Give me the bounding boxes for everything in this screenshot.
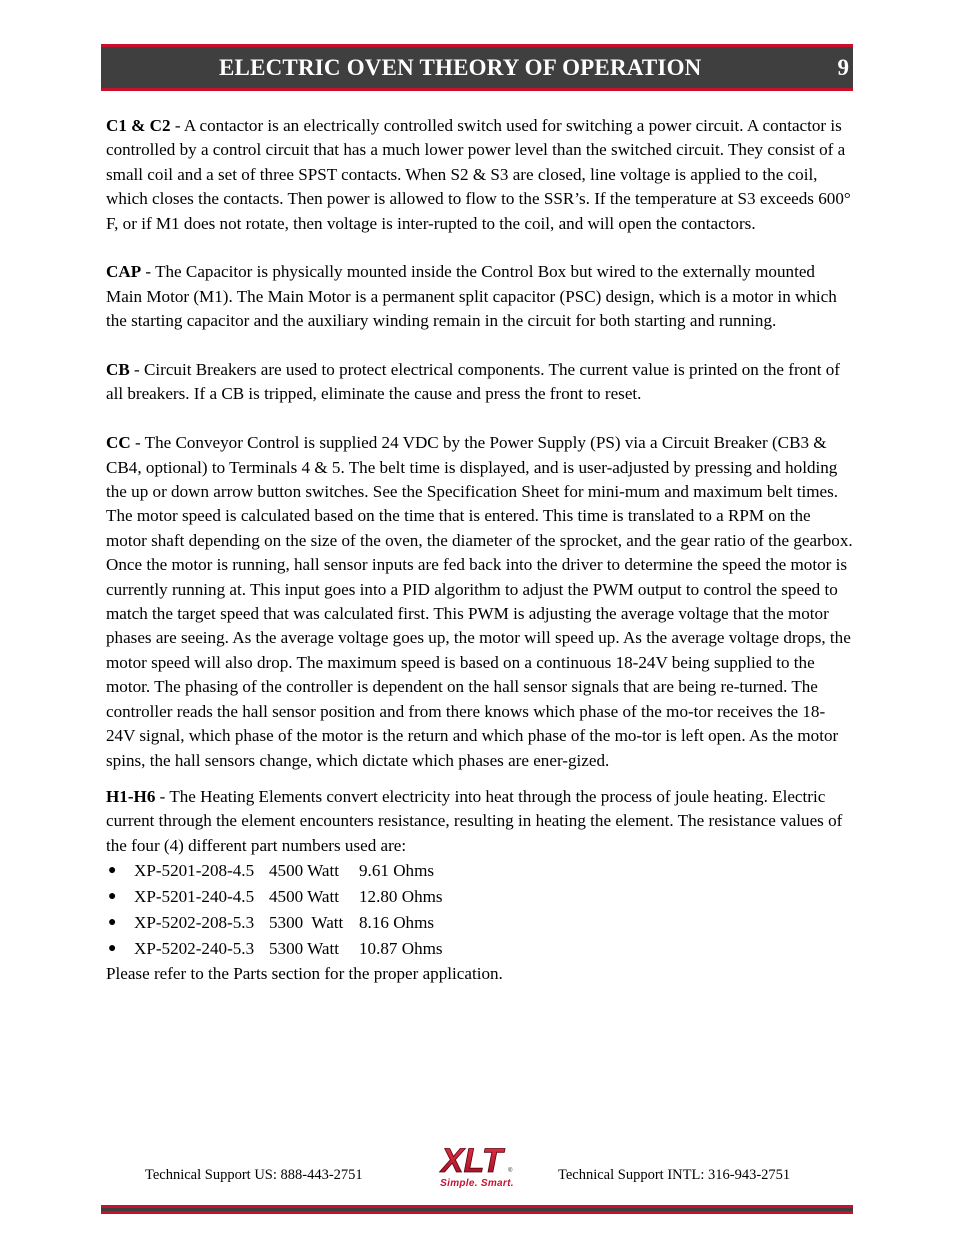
part-number: XP-5202-208-5.3	[134, 913, 255, 933]
resistance: 9.61 Ohms	[359, 861, 435, 881]
header-bar	[101, 44, 853, 91]
list-item	[106, 936, 854, 962]
wattage: 5300 Watt	[269, 939, 340, 959]
term-c1c2: C1 & C2	[106, 116, 171, 135]
term-cb: CB	[106, 360, 130, 380]
paragraph-cap	[106, 260, 854, 333]
support-intl: Technical Support INTL: 316-943-2751	[558, 1167, 791, 1183]
text-cc: - The Conveyor Control is supplied 24 VDC by the Power Supply (PS) via a Circuit Breaker (CB3 & CB4, optional) to Terminals 4 & 5. The belt time is displayed, and is user-adjusted by pressing and holding the up or down arrow button switches. See the Specification Sheet for mini-mum and maximum belt times. The motor speed is calculated based on the time that is entered. This time is translated to a RPM on the motor shaft depending on the size of the oven, the diameter of the sprocket, and the gear ratio of the gearbox. Once the motor is running, hall sensor inputs are fed back into the driver to determine the speed the motor is currently running at. This input goes into a PID algorithm to adjust the PWM output to control the speed to match the target speed that was calculated first. This PWM is adjusting the average voltage that the motor phases are seeing. As the average voltage goes up, the motor will speed up. As the average voltage drops, the motor speed will also drop. The maximum speed is based on a continuous 18-24V being supplied to the motor. The phasing of the controller is dependent on the hall sensor signals that are being re-turned. The controller reads the hall sensor position and from there knows which phase of the mo-tor receives the 18-24V signal, which phase of the motor is the return and which phase of the mo-tor is left open. As the motor spins, the hall sensors change, which dictate which phases are ener-gized.	[106, 433, 853, 770]
part-number: XP-5201-208-4.5	[134, 861, 255, 881]
closing-note: Please refer to the Parts section for the proper application.	[106, 964, 503, 984]
resistance: 8.16 Ohms	[359, 913, 435, 933]
bullet-icon: ●	[108, 941, 117, 957]
xlt-logo	[427, 1142, 527, 1192]
xlt-logo-icon	[439, 1142, 515, 1176]
part-number: XP-5202-240-5.3	[134, 939, 255, 959]
footer-divider	[101, 1205, 853, 1214]
bullet-icon: ●	[108, 915, 117, 931]
text-cap: - The Capacitor is physically mounted inside the Control Box but wired to the externally mounted Main Motor (M1). The Main Motor is a permanent split capacitor (PSC) design, which is a motor in which the starting capacitor and the auxiliary winding remain in the circuit for both starting and running.	[106, 262, 837, 331]
wattage: 4500 Watt	[269, 887, 340, 907]
text-h1h6: - The Heating Elements convert electricity into heat through the process of joule heating. Electric current through the element encounters resistance, resulting in heating the element. The resistance values of the four (4) different part numbers used are:	[106, 786, 843, 855]
support-us: Technical Support US: 888-443-2751	[145, 1167, 363, 1183]
bullet-icon: ●	[108, 889, 117, 905]
document-body	[106, 114, 854, 987]
page-number: 9	[837, 54, 849, 80]
paragraph-cc	[106, 431, 854, 773]
resistance: 12.80 Ohms	[359, 887, 443, 907]
page-title: ELECTRIC OVEN THEORY OF OPERATION	[219, 54, 702, 80]
resistance: 10.87 Ohms	[359, 939, 443, 959]
list-item	[106, 884, 854, 910]
list-item	[106, 910, 854, 936]
paragraph-h1h6	[106, 785, 854, 858]
term-h1h6: H1-H6	[106, 786, 156, 806]
paragraph-c1c2	[106, 114, 854, 236]
text-cb: - Circuit Breakers are used to protect electrical components. The current value is printed on the front of all breakers. If a CB is tripped, eliminate the cause and press the front to reset.	[106, 360, 840, 404]
term-cc: CC	[106, 433, 131, 453]
logo-tagline: Simple. Smart.	[440, 1178, 514, 1189]
element-resistance-list	[106, 858, 854, 962]
list-item	[106, 858, 854, 884]
paragraph-cb	[106, 358, 854, 407]
term-cap: CAP	[106, 262, 142, 282]
part-number: XP-5201-240-4.5	[134, 887, 255, 907]
wattage: 5300 Watt	[269, 913, 344, 933]
svg-text:®: ®	[508, 1168, 513, 1174]
bullet-icon: ●	[108, 863, 117, 879]
text-c1c2: - A contactor is an electrically controlled switch used for switching a power circuit. A contactor is controlled by a control circuit that has a much lower power level than the switched circuit. They consist of a small coil and a set of three SPST contacts. When S2 & S3 are closed, line voltage is applied to the coil, which closes the contacts. Then power is allowed to flow to the SSR’s. If the temperature at S3 exceeds 600° F, or if M1 does not rotate, then voltage is inter-rupted to the coil, and will open the contactors.	[106, 116, 851, 233]
wattage: 4500 Watt	[269, 861, 340, 881]
logo-text: XLT	[441, 1142, 503, 1176]
